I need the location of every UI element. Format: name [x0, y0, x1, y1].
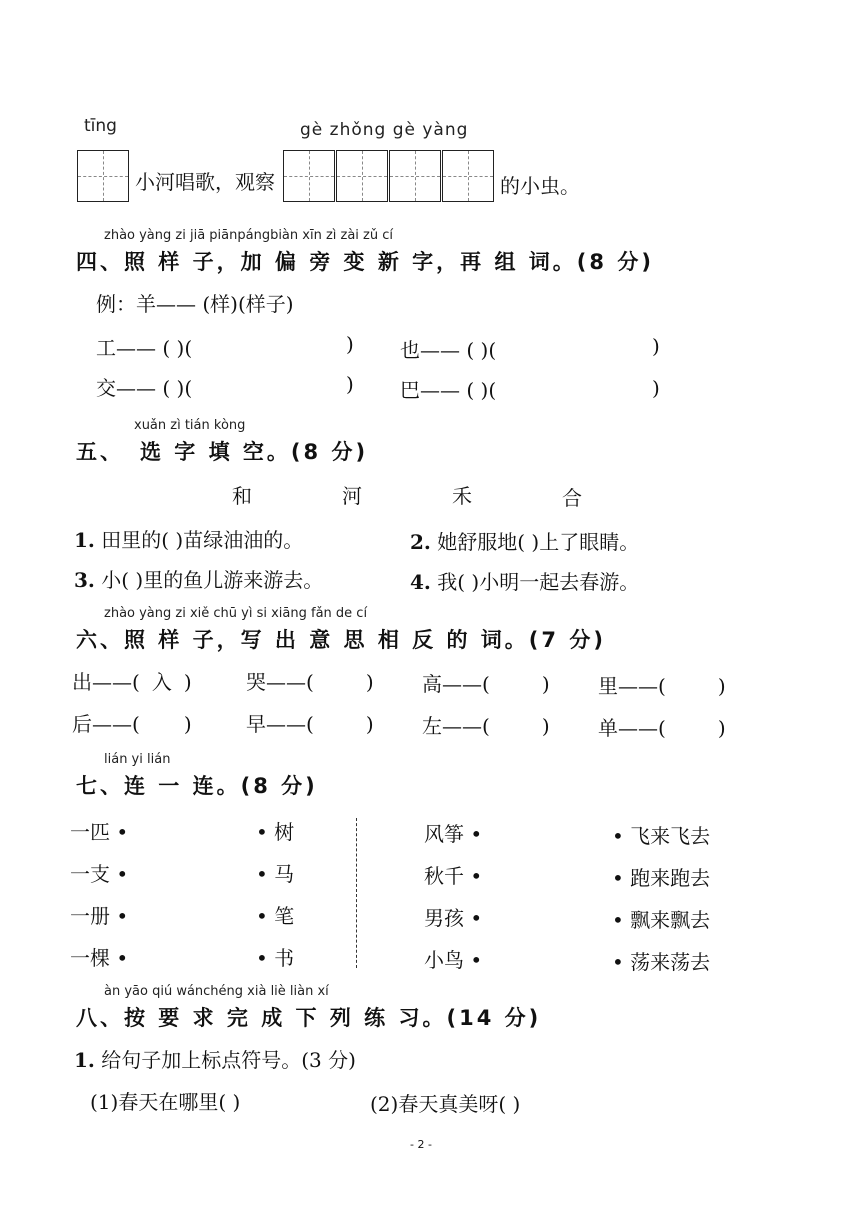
antonym-word: 单——(: [598, 716, 666, 740]
question-3: [74, 564, 323, 593]
question-text: 田里的( )苗绿油油的。: [101, 528, 304, 552]
question-number: 2.: [410, 530, 431, 554]
paren-close: ): [183, 670, 192, 694]
section4-item-ye: 也—— ( )(: [400, 338, 497, 362]
writing-box[interactable]: [389, 150, 441, 202]
match-left-item[interactable]: 一支 •: [70, 862, 129, 886]
question-number: 3.: [74, 568, 95, 592]
punctuation-item-2[interactable]: (2)春天真美呀( ): [370, 1092, 521, 1116]
match-left-item[interactable]: 一匹 •: [70, 820, 129, 844]
antonym-word: 里——(: [598, 674, 666, 698]
subtask-1: [74, 1044, 356, 1073]
question-2: [410, 526, 639, 555]
match-right-item[interactable]: • 笔: [256, 904, 295, 928]
antonym-word: 早——(: [246, 712, 314, 736]
question-text: 我( )小明一起去春游。: [437, 570, 640, 594]
match-right-item[interactable]: • 跑来跑去: [612, 866, 711, 890]
sentence-end: 的小虫。: [500, 174, 580, 198]
section4-example: 例：羊—— (样)(样子): [96, 292, 294, 316]
antonym-word: 出——(: [72, 670, 140, 694]
section4-item-gong: 工—— ( )(: [96, 336, 193, 360]
question-1: [74, 524, 303, 553]
antonym-item: [72, 708, 192, 737]
antonym-item: [246, 708, 374, 737]
match-left-item[interactable]: 一棵 •: [70, 946, 129, 970]
page-number: - 2 -: [410, 1138, 432, 1151]
antonym-item: [422, 710, 550, 739]
paren-close: ): [652, 334, 660, 358]
sentence-middle: 小河唱歌，观察: [135, 170, 275, 194]
paren-close: ): [652, 376, 660, 400]
match-right-item[interactable]: • 飞来飞去: [612, 824, 711, 848]
section4-item-ba: 巴—— ( )(: [400, 378, 497, 402]
antonym-item: [422, 668, 550, 697]
antonym-item: [246, 666, 374, 695]
writing-box[interactable]: [442, 150, 494, 202]
choice-he4: 合: [562, 486, 582, 510]
paren-close: ): [541, 672, 550, 696]
paren-close: ): [346, 332, 354, 356]
pinyin-gezhonggeyang: gè zhǒng gè yàng: [300, 120, 469, 140]
match-left-item[interactable]: 一册 •: [70, 904, 129, 928]
match-right-item[interactable]: • 马: [256, 862, 295, 886]
section5-pinyin: xuǎn zì tián kòng: [134, 418, 246, 433]
section6-title: 六、照 样 子，写 出 意 思 相 反 的 词。(7 分): [76, 628, 606, 652]
antonym-word: 后——(: [72, 712, 140, 736]
paren-close: ): [346, 372, 354, 396]
paren-close: ): [717, 716, 726, 740]
match-left-item[interactable]: 风筝 •: [424, 822, 483, 846]
match-right-item[interactable]: • 荡来荡去: [612, 950, 711, 974]
writing-box[interactable]: [77, 150, 129, 202]
question-text: 小( )里的鱼儿游来游去。: [101, 568, 324, 592]
paren-close: ): [183, 712, 192, 736]
antonym-item: [598, 670, 726, 699]
antonym-word: 高——(: [422, 672, 490, 696]
match-right-item[interactable]: • 飘来飘去: [612, 908, 711, 932]
divider-line: [356, 818, 357, 968]
match-right-item[interactable]: • 书: [256, 946, 295, 970]
section8-pinyin: àn yāo qiú wánchéng xià liè liàn xí: [104, 984, 329, 999]
choice-he3: 禾: [452, 484, 472, 508]
subtask-number: 1.: [74, 1048, 95, 1072]
writing-box[interactable]: [336, 150, 388, 202]
section5-title: 选 字 填 空。(8 分): [140, 440, 369, 464]
section8-title: 八、按 要 求 完 成 下 列 练 习。(14 分): [76, 1006, 542, 1030]
match-left-item[interactable]: 秋千 •: [424, 864, 483, 888]
question-number: 1.: [74, 528, 95, 552]
antonym-word: 哭——(: [246, 670, 314, 694]
antonym-item: [598, 712, 726, 741]
question-text: 她舒服地( )上了眼睛。: [437, 530, 640, 554]
antonym-answer: 入: [151, 670, 172, 694]
choice-he2: 河: [342, 484, 362, 508]
pinyin-ting: tīng: [84, 116, 117, 136]
paren-close: ): [541, 714, 550, 738]
paren-close: ): [365, 670, 374, 694]
choice-he1: 和: [232, 484, 252, 508]
question-4: [410, 566, 639, 595]
section7-title: 七、连 一 连。(8 分): [76, 774, 318, 798]
section7-pinyin: lián yi lián: [104, 752, 171, 767]
writing-box[interactable]: [283, 150, 335, 202]
match-right-item[interactable]: • 树: [256, 820, 295, 844]
subtask-text: 给句子加上标点符号。(3 分): [101, 1048, 356, 1072]
antonym-word: 左——(: [422, 714, 490, 738]
section6-pinyin: zhào yàng zi xiě chū yì si xiāng fǎn de cí: [104, 606, 368, 621]
section4-pinyin: zhào yàng zi jiā piānpángbiàn xīn zì zài zǔ cí: [104, 228, 394, 243]
section5-number: 五、: [76, 440, 124, 464]
section4-title: 四、照 样 子，加 偏 旁 变 新 字，再 组 词。(8 分): [76, 250, 654, 274]
match-left-item[interactable]: 男孩 •: [424, 906, 483, 930]
paren-close: ): [365, 712, 374, 736]
section4-item-jiao: 交—— ( )(: [96, 376, 193, 400]
punctuation-item-1[interactable]: (1)春天在哪里( ): [90, 1090, 241, 1114]
antonym-item: [72, 666, 192, 695]
match-left-item[interactable]: 小鸟 •: [424, 948, 483, 972]
paren-close: ): [717, 674, 726, 698]
question-number: 4.: [410, 570, 431, 594]
